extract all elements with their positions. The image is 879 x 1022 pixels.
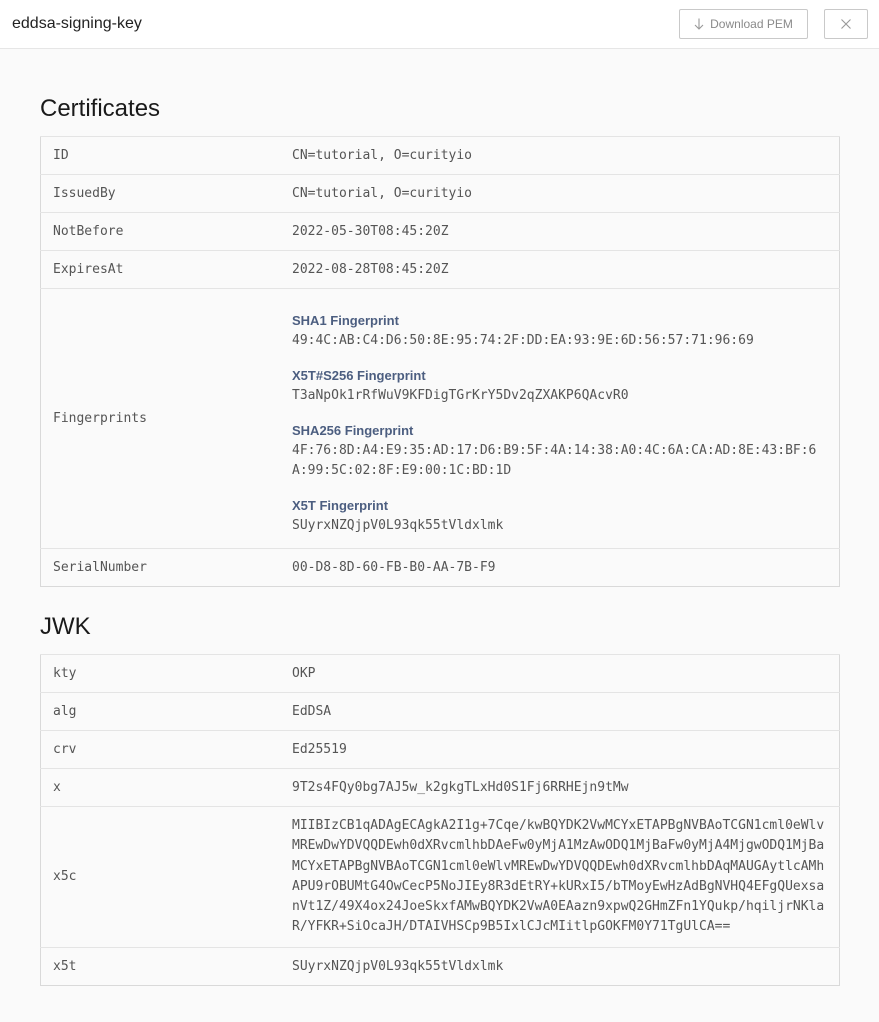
fingerprint-value: 49:4C:AB:C4:D6:50:8E:95:74:2F:DD:EA:93:9E:6D:56:57:71:96:69	[292, 333, 754, 348]
close-button[interactable]	[824, 9, 868, 39]
jwk-table	[40, 654, 840, 986]
row-key: IssuedBy	[41, 175, 293, 213]
table-row	[41, 769, 840, 807]
fingerprint-label: X5T#S256 Fingerprint	[292, 368, 426, 383]
row-key: ID	[41, 137, 293, 175]
row-value: EdDSA	[292, 693, 840, 731]
row-key: kty	[41, 655, 293, 693]
table-row	[41, 549, 840, 587]
row-value: CN=tutorial, O=curityio	[292, 175, 840, 213]
row-value: 2022-08-28T08:45:20Z	[292, 251, 840, 289]
fingerprint-item	[292, 423, 827, 481]
row-key: NotBefore	[41, 213, 293, 251]
fingerprint-value: 4F:76:8D:A4:E9:35:AD:17:D6:B9:5F:4A:14:38:A0:4C:6A:CA:AD:8E:43:BF:6A:99:5C:02:8F:E9:00:1C:BD:1D	[292, 443, 817, 478]
row-value: SUyrxNZQjpV0L93qk55tVldxlmk	[292, 947, 840, 985]
row-key: x5t	[41, 947, 293, 985]
row-value: 00-D8-8D-60-FB-B0-AA-7B-F9	[292, 549, 840, 587]
row-key: x	[41, 769, 293, 807]
fingerprint-label: SHA1 Fingerprint	[292, 313, 399, 328]
fingerprint-item	[292, 313, 827, 351]
fingerprint-item	[292, 368, 827, 406]
fingerprint-label: SHA256 Fingerprint	[292, 423, 414, 438]
table-row	[41, 693, 840, 731]
download-pem-label: Download PEM	[710, 17, 793, 31]
modal-header	[0, 0, 879, 49]
table-row	[41, 251, 840, 289]
table-row	[41, 175, 840, 213]
modal-title: eddsa-signing-key	[12, 15, 142, 32]
row-key: alg	[41, 693, 293, 731]
table-row	[41, 655, 840, 693]
arrow-down-icon	[694, 18, 704, 30]
certificates-heading: Certificates	[40, 95, 161, 122]
row-value: 9T2s4FQy0bg7AJ5w_k2gkgTLxHd0S1Fj6RRHEjn9tMw	[292, 769, 840, 807]
row-key: Fingerprints	[41, 289, 293, 549]
row-value: Ed25519	[292, 731, 840, 769]
fingerprint-value: T3aNpOk1rRfWuV9KFDigTGrKrY5Dv2qZXAKP6QAcvR0	[292, 388, 629, 403]
fingerprints-list	[292, 289, 840, 549]
table-row	[41, 213, 840, 251]
row-key: ExpiresAt	[41, 251, 293, 289]
row-key: x5c	[41, 807, 293, 948]
fingerprint-item	[292, 498, 827, 536]
row-value: 2022-05-30T08:45:20Z	[292, 213, 840, 251]
download-pem-button[interactable]	[679, 9, 808, 39]
modal-body	[0, 49, 879, 1022]
row-value: CN=tutorial, O=curityio	[292, 137, 840, 175]
table-row	[41, 731, 840, 769]
close-icon	[841, 19, 851, 29]
row-key: crv	[41, 731, 293, 769]
fingerprint-value: SUyrxNZQjpV0L93qk55tVldxlmk	[292, 518, 504, 533]
row-value: OKP	[292, 655, 840, 693]
fingerprint-label: X5T Fingerprint	[292, 498, 389, 513]
fingerprints-row	[41, 289, 840, 549]
table-row	[41, 947, 840, 985]
certificates-table	[40, 136, 840, 587]
row-key: SerialNumber	[41, 549, 293, 587]
table-row	[41, 137, 840, 175]
jwk-heading: JWK	[40, 613, 91, 640]
row-value: MIIBIzCB1qADAgECAgkA2I1g+7Cqe/kwBQYDK2VwMCYxETAPBgNVBAoTCGN1cml0eWlvMREwDwYDVQQDEwh0dXRvcmlhbDAeFw0yMjA1MzAwODQ1MjBaFw0yMjA4MjgwODQ1MjBaMCYxETAPBgNVBAoTCGN1cml0eWlvMREwDwYDVQQDEwh0dXRvcmlhbDAqMAUGAytlcAMhAPU9rOBUMtG4OwCecP5NoJIEy8R3dEtRY+kURxI5/bTMoyEwHzAdBgNVHQ4EFgQUexsanVt1Z/49X4ox24JoeSkxfAMwBQYDK2VwA0EAazn9xpwQ2GHmZFn1YQukp/hqiljrNKlaR/YFKR+SiOcaJH/DTAIVHSCp9B5IxlCJcMIitlpGOKFM0Y71TgUlCA==	[292, 807, 840, 948]
table-row	[41, 807, 840, 948]
